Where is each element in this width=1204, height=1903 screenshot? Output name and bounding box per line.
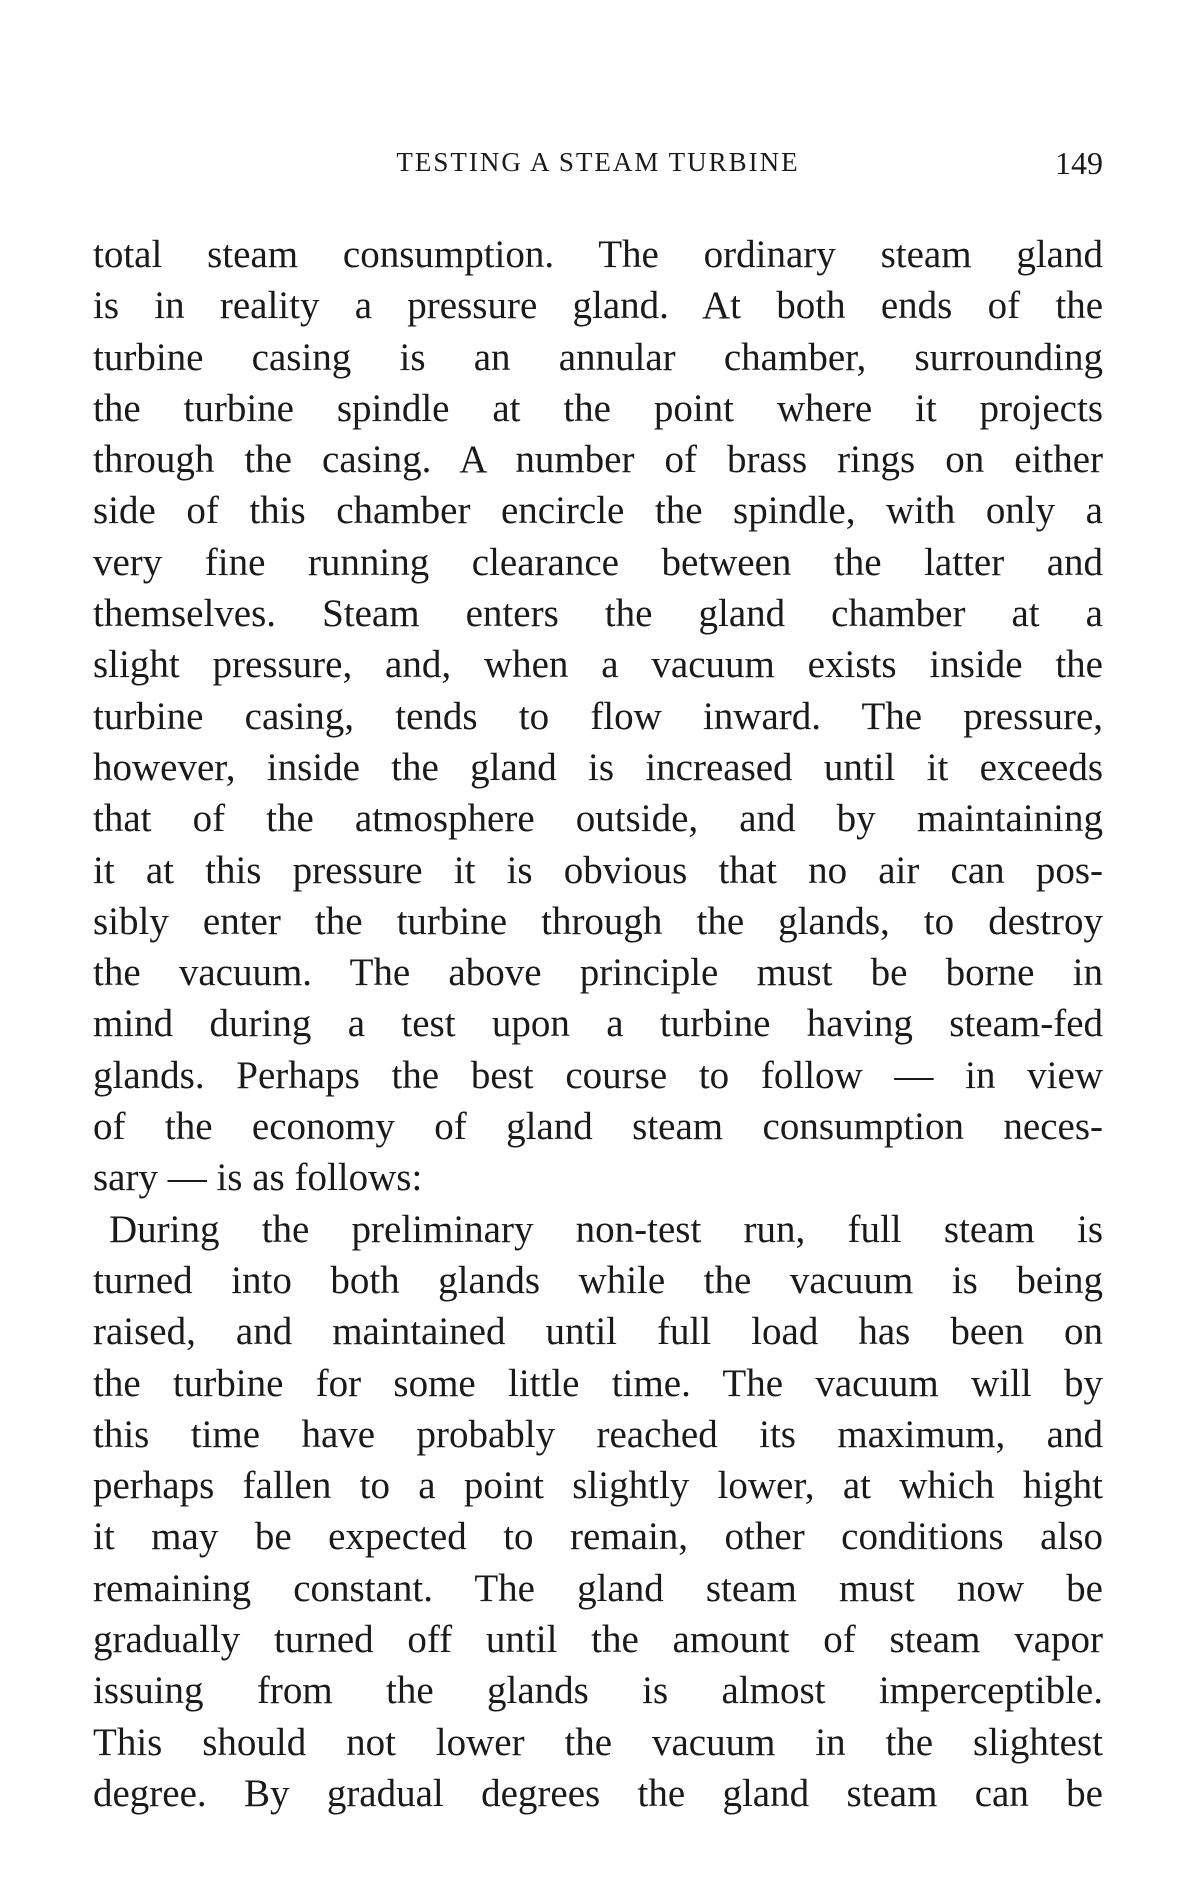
text-line: mind during a test upon a turbine having steam-fed bbox=[93, 1002, 1103, 1046]
text-line: turbine casing, tends to flow inward. The pressure, bbox=[93, 694, 1103, 738]
text-line: turned into both glands while the vacuum is being bbox=[93, 1258, 1103, 1302]
text-line: themselves. Steam enters the gland chamber at a bbox=[93, 592, 1103, 636]
text-line: During the preliminary non-test run, full steam is bbox=[109, 1207, 1103, 1251]
text-line: the vacuum. The above principle must be borne in bbox=[93, 951, 1103, 995]
text-line: gradually turned off until the amount of steam vapor bbox=[93, 1618, 1103, 1662]
text-line: raised, and maintained until full load has been on bbox=[93, 1310, 1103, 1354]
text-line: side of this chamber encircle the spindle, with only a bbox=[93, 489, 1103, 533]
page-number: 149 bbox=[1055, 145, 1103, 181]
text-line: the turbine for some little time. The vacuum will by bbox=[93, 1361, 1103, 1405]
paragraph bbox=[93, 1204, 1103, 1820]
text-line: the turbine spindle at the point where it projects bbox=[93, 386, 1103, 430]
page-header bbox=[93, 145, 1103, 185]
text-line: that of the atmosphere outside, and by maintaining bbox=[93, 797, 1103, 841]
text-line: it may be expected to remain, other conditions also bbox=[93, 1515, 1103, 1559]
text-line: through the casing. A number of brass rings on either bbox=[93, 438, 1103, 482]
paragraph bbox=[93, 229, 1103, 1204]
text-line: however, inside the gland is increased until it exceeds bbox=[93, 745, 1103, 789]
text-line: sary — is as follows: bbox=[93, 1156, 423, 1200]
text-line: sibly enter the turbine through the glands, to destroy bbox=[93, 899, 1103, 943]
text-line: it at this pressure it is obvious that no air can pos- bbox=[93, 848, 1103, 892]
text-line: turbine casing is an annular chamber, surrounding bbox=[93, 335, 1103, 379]
text-line: total steam consumption. The ordinary steam gland bbox=[93, 233, 1103, 276]
text-line: This should not lower the vacuum in the slightest bbox=[93, 1720, 1103, 1764]
text-line: degree. By gradual degrees the gland steam can be bbox=[93, 1771, 1103, 1815]
text-line: this time have probably reached its maximum, and bbox=[93, 1412, 1103, 1456]
body-text bbox=[93, 229, 1103, 1819]
text-line: of the economy of gland steam consumption neces- bbox=[93, 1105, 1103, 1149]
text-line: remaining constant. The gland steam must now be bbox=[93, 1566, 1103, 1610]
running-title: TESTING A STEAM TURBINE bbox=[396, 147, 800, 177]
text-line: slight pressure, and, when a vacuum exists inside the bbox=[93, 643, 1103, 687]
text-line: glands. Perhaps the best course to follow — in view bbox=[93, 1053, 1103, 1097]
text-line: issuing from the glands is almost imperceptible. bbox=[93, 1669, 1103, 1713]
text-line: perhaps fallen to a point slightly lower, at which hight bbox=[93, 1464, 1103, 1508]
text-line: very fine running clearance between the latter and bbox=[93, 540, 1103, 584]
text-line: is in reality a pressure gland. At both ends of the bbox=[93, 284, 1103, 328]
